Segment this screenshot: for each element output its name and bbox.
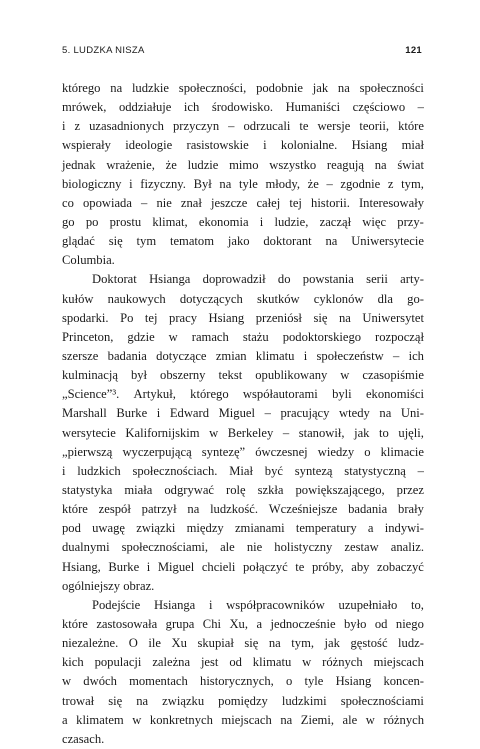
text-line: w dwóch momentach historycznych, o tyle Hsiang koncen- [62, 674, 424, 689]
text-line: i z uzasadnionych przyczyn – odrzucali te wersje teorii, które [62, 119, 424, 134]
running-head [62, 45, 422, 59]
paragraph [62, 270, 424, 595]
text-line: a klimatem w konkretnych miejscach na Ziemi, ale w różnych [62, 712, 424, 727]
text-line: glądać się tym tematom jako doktorant na Uniwersytecie [62, 234, 424, 249]
text-line: statystyka miała odgrywać rolę szkła powiększającego, przez [62, 482, 424, 497]
text-line: wersytecie Kalifornijskim w Berkeley – stanowił, jak to ujęli, [62, 425, 424, 440]
text-line: trował się na związku pomiędzy ludzkimi społecznościami [62, 693, 424, 708]
text-line: kich populacji zależna jest od klimatu w różnych miejscach [62, 655, 424, 670]
text-line: szersze badania dotyczące zmian klimatu i społeczeństw – ich [62, 348, 424, 363]
text-line: ogólniejszy obraz. [62, 578, 155, 593]
text-line: Marshall Burke i Edward Miguel – pracujący wtedy na Uni- [62, 406, 424, 421]
text-line: „Science”³. Artykuł, którego współautorami byli ekonomiści [62, 387, 424, 402]
text-line: dualnymi społecznościami, ale nie holistyczny zestaw analiz. [62, 540, 424, 555]
text-line: spodarki. Po tej pracy Hsiang przeniósł się na Uniwersytet [62, 310, 424, 325]
text-line: Podejście Hsianga i współpracowników uzupełniało to, [92, 597, 424, 612]
text-line: Columbia. [62, 253, 115, 268]
text-line: Princeton, gdzie w ramach stażu podoktorskiego rozpoczął [62, 329, 424, 344]
text-line: „pierwszą wyczerpującą syntezę” ówczesnej wiedzy o klimacie [62, 444, 424, 459]
text-line: które zastosowała grupa Chi Xu, a jednocześnie było od niego [62, 616, 424, 631]
text-line: Hsiang, Burke i Miguel chcieli połączyć te próby, aby zobaczyć [62, 559, 424, 574]
text-line: biologiczny i fizyczny. Był na tyle młody, że – zgodnie z tym, [62, 176, 424, 191]
text-line: które zespół patrzył na ludzkość. Wcześniejsze badania brały [62, 502, 424, 517]
text-line: Doktorat Hsianga doprowadził do powstania serii arty- [92, 272, 424, 287]
text-line: kułów naukowych dotyczących skutków cyklonów dla go- [62, 291, 424, 306]
paragraph [62, 79, 424, 270]
text-line: jednak wrażenie, że ludzie mimo wszystko reagują na świat [62, 157, 424, 172]
text-line: którego na ludzkie społeczności, podobnie jak na społeczności [62, 81, 424, 95]
body-text [62, 79, 424, 749]
text-line: kulminacją był obszerny tekst opublikowany w czasopiśmie [62, 368, 424, 383]
chapter-title: 5. LUDZKA NISZA [62, 45, 145, 56]
text-line: go po prostu klimat, ekonomia i ludzie, zaczął więc przy- [62, 214, 424, 229]
text-line: czasach. [62, 731, 105, 746]
paragraph [62, 596, 424, 749]
text-line: co opowiada – nie znał jeszcze całej tej historii. Interesowały [62, 195, 424, 210]
text-line: pod uwagę związki między zmianami temperatury a indywi- [62, 521, 424, 536]
text-line: i ludzkich społecznościach. Miał być syntezą statystyczną – [62, 463, 424, 478]
text-line: mrówek, oddziałuje ich środowisko. Humaniści częściowo – [62, 100, 424, 115]
text-line: wspierały ideologie rasistowskie i kolonialne. Hsiang miał [62, 138, 424, 153]
page-number: 121 [405, 45, 422, 56]
text-line: niezależne. O ile Xu skupiał się na tym, jak gęstość ludz- [62, 636, 424, 651]
